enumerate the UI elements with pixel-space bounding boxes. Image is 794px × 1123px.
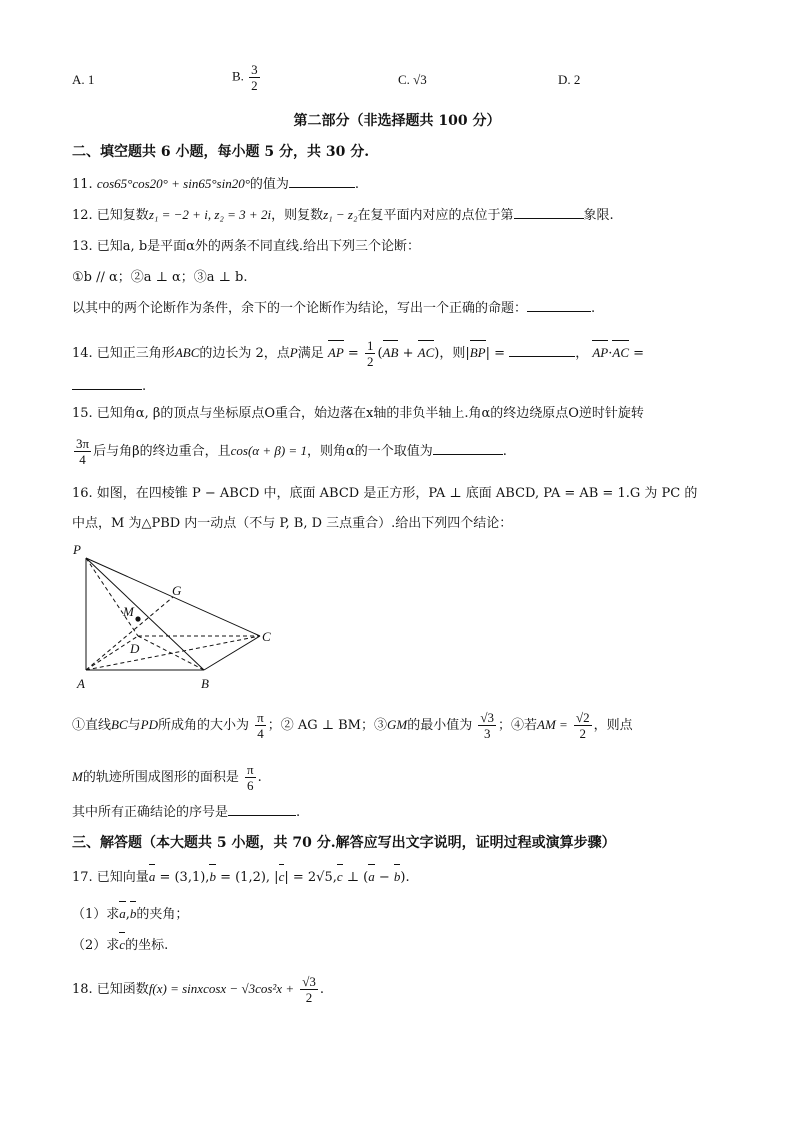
label-m: M <box>123 604 134 619</box>
question-12: 12. 已知复数z₁ = −2 + i, z₂ = 3 + 2i，则复数z₁ − z₂在复平面内对应的点位于第 象限. <box>72 207 614 223</box>
question-16-line5: 其中所有正确结论的序号是 . <box>72 802 300 823</box>
question-16-line2: 中点，M 为△PBD 内一动点（不与 P, B, D 三点重合）.给出下列四个结论： <box>72 516 513 531</box>
question-18: 18. 已知函数f(x) = sinxcosx − √3cos²x + $\frac{√3}{2}$ . <box>72 974 325 1005</box>
question-13-line3: 以其中的两个论断作为条件，余下的一个论断作为结论，写出一个正确的命题： . <box>72 298 595 319</box>
option-a: A. 1 <box>72 72 95 87</box>
question-11: 11. cos65°cos20° + sin65°sin20°的值为 . <box>72 176 360 192</box>
option-c: C. √3 <box>398 72 427 87</box>
question-16-conclusions: ①直线BC与PD所成角的大小为 $\frac{\pi}{4}$ ；② AG ⊥ BM；③GM的最小值为 $\frac{√3}{3}$ ；④若AM = $\frac{√2}{2}$ ，则点 <box>72 710 633 741</box>
pyramid-figure <box>70 542 290 696</box>
question-17: 17. 已知向量a = (3,1),b = (1,2), |c| = 2√5,c ⊥ (a − b). <box>72 869 410 885</box>
option-d: D. 2 <box>558 72 581 87</box>
question-15-line2: $\frac{3\pi}{4}$ 后与角β的终边重合，且cos(α + β) = 1，则角α的一个取值为 . <box>76 436 507 467</box>
question-14-cont: . <box>72 376 146 397</box>
label-b: B <box>201 676 209 691</box>
answer-blank <box>433 441 503 455</box>
label-d: D <box>130 641 140 656</box>
answer-blank <box>514 205 584 219</box>
question-15-line1: 15. 已知角α, β的顶点与坐标原点O重合，始边落在x轴的非负半轴上.角α的终边绕原点O逆时针旋转 <box>72 406 644 421</box>
answer-blank <box>509 343 575 357</box>
question-17-sub2: （2）求c的坐标. <box>72 937 169 953</box>
label-p: P <box>73 542 81 557</box>
label-a: A <box>77 676 85 691</box>
point-m <box>135 616 140 621</box>
label-g: G <box>172 583 182 598</box>
pyramid-diagram <box>70 542 290 692</box>
question-13-line1: 13. 已知a, b是平面α外的两条不同直线.给出下列三个论断： <box>72 239 421 254</box>
option-b: B. $\frac{3}{2}$ <box>232 62 258 93</box>
question-17-sub1: （1）求a,b的夹角； <box>72 906 189 922</box>
section2-heading: 二、填空题共 6 小题，每小题 5 分，共 30 分. <box>72 144 370 160</box>
question-16-line1: 16. 如图，在四棱锥 P − ABCD 中，底面 ABCD 是正方形，PA ⊥ 底面 ABCD, PA = AB = 1.G 为 PC 的 <box>72 486 698 501</box>
part-two-title: 第二部分（非选择题共 100 分） <box>293 113 501 129</box>
answer-blank <box>527 298 591 312</box>
label-c: C <box>262 629 271 644</box>
question-14: 14. 已知正三角形ABC的边长为 2，点P满足 AP = $\frac{1}{2}$ (AB + AC)，则|BP| = ， AP·AC = <box>72 338 645 369</box>
question-13-line2: ①b // α；②a ⊥ α；③a ⊥ b. <box>72 270 248 285</box>
answer-blank <box>228 802 296 816</box>
answer-blank <box>289 174 355 188</box>
answer-blank <box>72 376 142 390</box>
question-16-line4: M的轨迹所围成图形的面积是 $\frac{\pi}{6}$ . <box>72 762 262 793</box>
section3-heading: 三、解答题（本大题共 5 小题，共 70 分.解答应写出文字说明，证明过程或演算步骤） <box>72 835 616 851</box>
edge-pb <box>86 558 204 670</box>
